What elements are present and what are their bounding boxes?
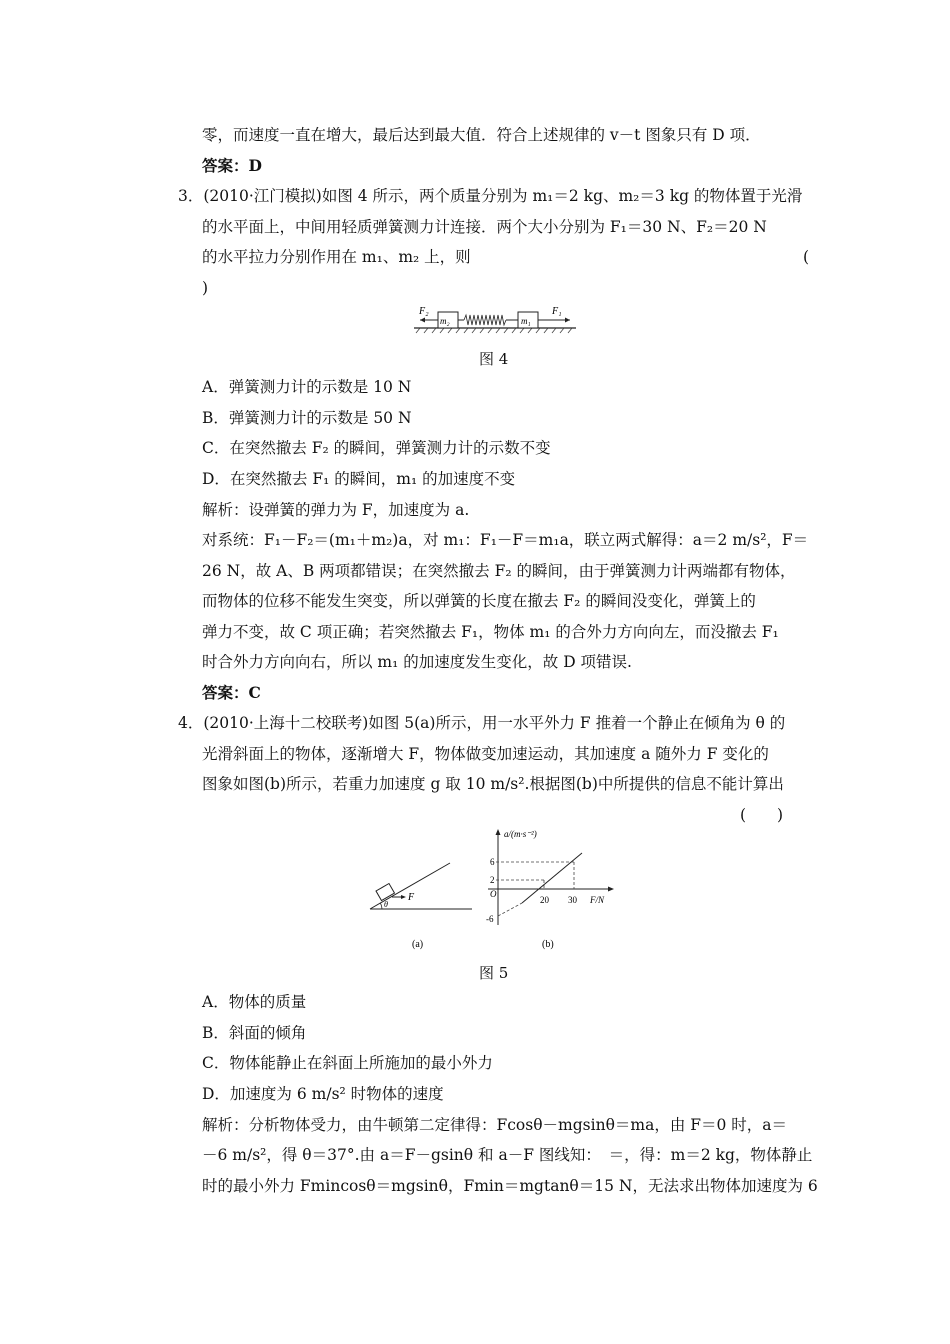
question-4-stem: 4．(2010·上海十二校联考)如图 5(a)所示，用一水平外力 F 推着一个静止在倾角为 θ 的 xyxy=(178,714,786,732)
solution-line: 时的最小外力 Fmincosθ＝mgsinθ，Fmin＝mgtanθ＝15 N，无法求出物体加速度为 6 xyxy=(202,1177,818,1195)
answer-paren: ) xyxy=(202,279,209,297)
figure-5-caption: 图 5 xyxy=(479,964,509,982)
solution-line: 而物体的位移不能发生突变，所以弹簧的长度在撤去 F₂ 的瞬间没变化，弹簧上的 xyxy=(202,592,756,610)
solution-line: 对系统：F₁－F₂＝(m₁＋m₂)a，对 m₁：F₁－F＝m₁a，联立两式解得：a＝2 m/s²，F＝ xyxy=(202,531,809,549)
y-axis-arrowhead xyxy=(496,829,501,835)
force-label: F xyxy=(408,892,415,903)
x-axis-label: F/N xyxy=(590,895,605,905)
figure-4-caption: 图 4 xyxy=(479,350,509,368)
origin-label: O xyxy=(490,889,497,899)
y-axis-label: a/(m·s⁻²) xyxy=(504,829,537,839)
option-c: C．在突然撤去 F₂ 的瞬间，弹簧测力计的示数不变 xyxy=(202,439,551,457)
solution-line: 解析：设弹簧的弹力为 F，加速度为 a. xyxy=(202,501,470,519)
theta-label: θ xyxy=(384,900,388,909)
solution-line: －6 m/s²，得 θ＝37°.由 a＝F－gsinθ 和 a－F 图线知： ＝，得：m＝2 kg，物体静止 xyxy=(202,1146,813,1164)
answer-paren: ( xyxy=(803,248,810,266)
solution-line: 时合外力方向向右，所以 m₁ 的加速度发生变化，故 D 项错误. xyxy=(202,653,632,671)
question-3-stem: 3．(2010·江门模拟)如图 4 所示，两个质量分别为 m₁＝2 kg、m₂＝3 kg 的物体置于光滑 xyxy=(178,187,803,205)
question-4-stem: 光滑斜面上的物体，逐渐增大 F，物体做变加速运动，其加速度 a 随外力 F 变化的 xyxy=(202,745,769,763)
question-3-stem: 的水平面上，中间用轻质弹簧测力计连接．两个大小分别为 F₁＝30 N、F₂＝20 N xyxy=(202,218,767,236)
tick-label-x30: 30 xyxy=(568,895,577,905)
answer-line: 答案：D xyxy=(202,156,262,175)
angle-arc xyxy=(380,903,382,909)
block-on-incline xyxy=(376,884,394,901)
solution-line: 解析：分析物体受力，由牛顿第二定律得：Fcosθ－mgsinθ＝ma，由 F＝0 时，a＝ xyxy=(202,1116,788,1134)
figure-5-diagram xyxy=(362,825,628,955)
graph-extension-dashed xyxy=(498,903,522,916)
option-b: B．弹簧测力计的示数是 50 N xyxy=(202,409,412,427)
x-axis-arrowhead xyxy=(608,887,614,892)
tick-label-y2: 2 xyxy=(490,875,495,885)
answer-line: 答案：C xyxy=(202,683,261,702)
m1-label: m₁ xyxy=(521,316,531,326)
answer-paren: ( ) xyxy=(740,806,784,824)
option-c: C．物体能静止在斜面上所施加的最小外力 xyxy=(202,1054,493,1072)
push-force-arrowhead xyxy=(401,895,406,899)
solution-line: 弹力不变，故 C 项正确；若突然撤去 F₁，物体 m₁ 的合外力方向向左，而没撤去 F₁ xyxy=(202,623,779,641)
solution-line: 26 N，故 A、B 两项都错误；在突然撤去 F₂ 的瞬间，由于弹簧测力计两端都有物体， xyxy=(202,562,796,580)
force-f1-arrowhead xyxy=(565,318,570,323)
subfigure-a-label: (a) xyxy=(412,939,424,950)
tick-label-yneg6: -6 xyxy=(486,914,494,924)
tick-label-y6: 6 xyxy=(490,857,495,867)
figure-4-diagram xyxy=(410,300,580,340)
text-line: 零，而速度一直在增大，最后达到最大值．符合上述规律的 v－t 图象只有 D 项． xyxy=(202,126,761,144)
f1-label: F₁ xyxy=(552,306,562,317)
m2-label: m₂ xyxy=(440,316,450,326)
question-3-stem: 的水平拉力分别作用在 m₁、m₂ 上，则 xyxy=(202,248,471,266)
f2-label: F₂ xyxy=(419,306,429,317)
option-d: D．加速度为 6 m/s² 时物体的速度 xyxy=(202,1085,444,1103)
option-d: D．在突然撤去 F₁ 的瞬间，m₁ 的加速度不变 xyxy=(202,470,516,488)
subfigure-b-label: (b) xyxy=(542,939,554,950)
ground-hatching xyxy=(416,328,572,333)
option-a: A．弹簧测力计的示数是 10 N xyxy=(202,378,412,396)
tick-label-x20: 20 xyxy=(540,895,549,905)
force-f2-arrowhead xyxy=(420,318,425,323)
option-b: B．斜面的倾角 xyxy=(202,1024,307,1042)
question-4-stem: 图象如图(b)所示，若重力加速度 g 取 10 m/s².根据图(b)中所提供的信息不能计算出 xyxy=(202,775,784,793)
option-a: A．物体的质量 xyxy=(202,993,307,1011)
spring-coil xyxy=(464,315,506,325)
